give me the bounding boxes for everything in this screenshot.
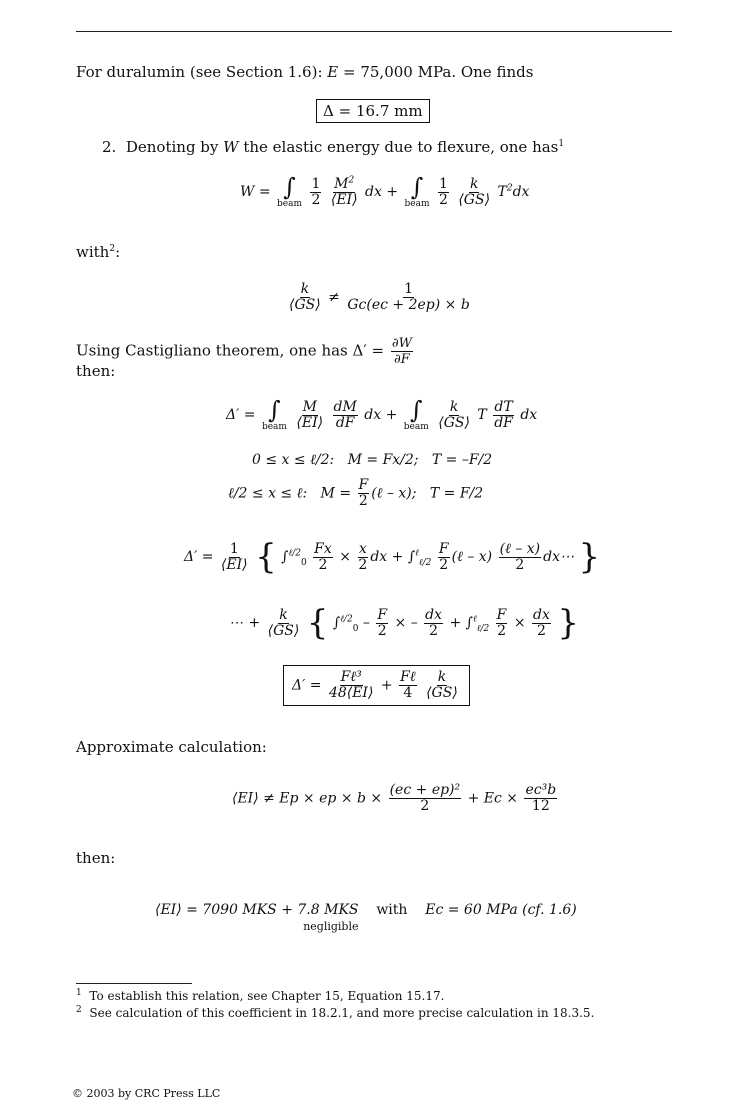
value: = 16.7 mm (338, 102, 423, 120)
lhs: ⟨EI⟩ = 7090 MKS + 7.8 MKS (155, 902, 359, 918)
lower-limit: 0 (300, 557, 307, 568)
text: : (115, 243, 121, 261)
equals: = (258, 184, 271, 200)
num: x (358, 540, 367, 557)
minus: – (362, 615, 370, 631)
num: k (469, 175, 479, 192)
condition-second-half (228, 478, 483, 509)
fraction (437, 400, 471, 431)
integral: ∫ beam (261, 396, 287, 432)
fraction (358, 478, 370, 509)
text: (ℓ – x); (371, 485, 417, 502)
t-squared (497, 184, 512, 200)
integral: ∫ beam (277, 173, 303, 209)
num: k (279, 606, 288, 623)
times: × – (394, 615, 418, 631)
dx: dx (370, 549, 388, 565)
equation-shear-coefficient (286, 282, 473, 313)
den: ⟨EI⟩ (330, 191, 358, 208)
var-e: E (327, 63, 339, 81)
den: ⟨EI⟩ (296, 414, 324, 431)
top-rule (76, 31, 672, 32)
num: F (438, 540, 449, 557)
text: the elastic energy due to flexure, one has (238, 138, 559, 156)
integral-limit: beam (404, 199, 430, 209)
torque: T = –F/2 (431, 452, 493, 468)
footnote-mark: 1 (76, 988, 82, 998)
integral: ∫ beam (404, 173, 430, 209)
num: (ec + ep)² (389, 782, 461, 798)
torque: T = F/2 (429, 485, 484, 502)
fraction (524, 783, 557, 814)
num: M (302, 398, 317, 415)
num: ec³b (525, 782, 557, 798)
var: Δ′ (226, 407, 240, 423)
den: 2 (537, 622, 546, 639)
equation-expansion-1 (184, 537, 601, 577)
fraction (425, 670, 459, 701)
times: × (339, 549, 351, 565)
num: 1 (229, 540, 239, 557)
range: ℓ/2 ≤ x ≤ ℓ: (228, 485, 308, 502)
var: W (240, 184, 255, 200)
term: (ℓ – x) (451, 549, 493, 565)
negligible-label: negligible (303, 920, 359, 933)
text: then: (76, 362, 116, 380)
den: 4 (403, 685, 413, 701)
moment: M = Fx/2; (347, 452, 419, 468)
den: ⟨EI⟩ (220, 556, 248, 573)
fraction (328, 670, 375, 701)
boxed-displacement-result (316, 99, 430, 123)
upper-limit: ℓ/2 (340, 614, 353, 625)
fraction (295, 400, 324, 431)
num: dx (533, 606, 550, 623)
dx: dx (512, 184, 530, 200)
text: Using Castigliano theorem, one has Δ′ = (76, 341, 385, 360)
times: × (513, 615, 526, 631)
paragraph-item-2 (102, 138, 564, 156)
num: k (300, 281, 310, 297)
text: then: (76, 849, 116, 867)
den: 2 (429, 622, 439, 639)
text: Denoting by (125, 138, 224, 156)
equation-castigliano (226, 398, 537, 432)
condition-first-half (252, 452, 492, 469)
fraction (493, 400, 514, 431)
range: 0 ≤ x ≤ ℓ/2: (252, 452, 335, 468)
footnote-text: See calculation of this coefficient in 18.2.1, and more precise calculation in 18.3.5. (89, 1006, 595, 1020)
integral: ∫$^{\ell/2}_0$ (332, 614, 359, 634)
integral-limit: beam (261, 422, 287, 432)
den: dF (494, 414, 513, 431)
footnote-1 (76, 988, 444, 1004)
mid: + Ec × (467, 790, 519, 807)
den: ⟨GS⟩ (438, 414, 470, 431)
num: dT (494, 398, 513, 415)
var: M (334, 175, 349, 192)
dx: dx (365, 184, 382, 200)
lhs: Δ′ = (292, 677, 322, 694)
upper-limit: ℓ (415, 548, 419, 559)
equation-final-ei (155, 902, 577, 933)
den: 48⟨EI⟩ (328, 685, 374, 701)
text: = 75,000 MPa. One finds (338, 63, 534, 81)
lhs-group (155, 902, 359, 933)
upper-limit: ℓ/2 (288, 548, 301, 559)
num: dx (425, 606, 443, 623)
num: 1 (404, 281, 414, 297)
fraction (389, 783, 462, 814)
moment: M = (320, 485, 352, 502)
den: Gc(ec + 2ep) × b (347, 297, 470, 313)
text: with (76, 243, 110, 261)
den: 12 (531, 798, 550, 814)
fraction (532, 608, 551, 639)
num: F (358, 477, 369, 493)
dx: dx (364, 407, 382, 423)
plus: + (391, 549, 404, 565)
text: For duralumin (see Section 1.6): (76, 63, 328, 81)
var: T (477, 407, 487, 423)
footnote-2 (76, 1005, 594, 1021)
num: Fx (314, 540, 332, 557)
footnote-rule (76, 983, 192, 984)
num: dM (333, 398, 357, 415)
right-brace: } (578, 537, 601, 577)
fraction (438, 542, 450, 573)
fraction (330, 174, 359, 208)
right-brace: } (557, 603, 579, 643)
plus: + (380, 677, 393, 694)
delta-symbol: Δ (323, 102, 334, 120)
den: 2 (515, 556, 525, 573)
fraction (496, 608, 508, 639)
rhs: Ec = 60 MPa (cf. 1.6) (425, 902, 577, 918)
plus: + (449, 615, 462, 631)
integral-limit: beam (277, 199, 303, 209)
den: 2 (438, 191, 448, 208)
dx: dx (520, 407, 538, 423)
power: 2 (348, 174, 355, 185)
var-w: W (223, 138, 239, 156)
den: 2 (311, 191, 321, 208)
footnote-mark: 2 (76, 1005, 82, 1015)
lower-limit: ℓ/2 (418, 557, 432, 568)
fraction (313, 542, 333, 573)
continuation: ⋯ + (230, 615, 261, 631)
den: 2 (377, 622, 387, 639)
den: 2 (318, 556, 328, 573)
dx-continuation: dx⋯ (543, 549, 575, 565)
fraction (399, 670, 417, 701)
footnote-ref: 2 (109, 244, 116, 254)
num: 1 (438, 175, 448, 192)
integral-limit: beam (403, 422, 429, 432)
num: Fℓ³ (340, 669, 362, 685)
paragraph-duralumin (76, 63, 533, 81)
equation-expansion-2 (230, 603, 579, 643)
item-number: 2. (102, 138, 117, 156)
den: 2 (420, 798, 430, 814)
fraction (346, 282, 470, 313)
upper-limit: ℓ (472, 614, 477, 625)
num: 1 (311, 175, 321, 192)
footnote-ref: 1 (558, 139, 565, 149)
fraction (288, 282, 322, 313)
paragraph-with (76, 243, 120, 261)
equation-elastic-energy (240, 175, 529, 209)
with: with (376, 902, 408, 918)
fraction (424, 608, 443, 639)
fraction (438, 177, 449, 208)
integral: ∫ beam (403, 396, 429, 432)
fraction (220, 542, 249, 573)
den: ⟨GS⟩ (289, 297, 321, 313)
den: 2 (439, 556, 449, 573)
fraction (499, 542, 542, 573)
num (333, 174, 355, 193)
text: Approximate calculation: (76, 738, 267, 756)
left-brace: { (306, 603, 329, 643)
num: Fℓ (400, 669, 416, 685)
lower-limit: 0 (352, 623, 359, 634)
power: 2 (506, 183, 513, 194)
lhs: ⟨EI⟩ ≠ Ep × ep × b × (232, 790, 383, 807)
integral: ∫$^\ell_{\ell/2}$ (465, 614, 490, 634)
plus: + (386, 184, 399, 200)
num: F (377, 606, 388, 623)
fraction (391, 336, 413, 367)
num: (ℓ – x) (499, 540, 541, 557)
equals: = (243, 407, 256, 423)
left-brace: { (255, 537, 277, 577)
fraction (376, 608, 388, 639)
den: ⟨GS⟩ (426, 685, 458, 701)
lhs: Δ′ = (184, 549, 214, 565)
boxed-castigliano-result (283, 665, 470, 706)
paragraph-approximate (76, 738, 267, 756)
fraction (357, 542, 368, 573)
fraction (457, 177, 491, 208)
integral: ∫$^{\ell/2}_0$ (281, 548, 307, 568)
fraction (267, 608, 301, 639)
num: k (437, 669, 447, 685)
den: 2 (358, 493, 368, 509)
fraction (310, 177, 321, 208)
plus: + (385, 407, 398, 423)
paragraph-then-2 (76, 849, 115, 867)
den: ∂F (394, 352, 410, 367)
den: dF (335, 414, 355, 431)
copyright-notice: © 2003 by CRC Press LLC (72, 1087, 221, 1100)
den: 2 (358, 556, 368, 573)
den: 2 (497, 622, 506, 639)
den: ⟨GS⟩ (458, 191, 491, 208)
lower-limit: ℓ/2 (476, 623, 490, 634)
fraction (333, 400, 358, 431)
den: ⟨GS⟩ (267, 622, 300, 639)
paragraph-then (76, 362, 115, 380)
var: T (497, 184, 507, 200)
integral: ∫$^\ell_{\ell/2}$ (407, 548, 432, 568)
equation-bending-stiffness (232, 783, 559, 814)
num: k (449, 398, 459, 415)
num: F (496, 606, 507, 623)
footnote-text: To establish this relation, see Chapter 15, Equation 15.17. (89, 989, 445, 1003)
approx: ≠ (328, 289, 340, 306)
num: ∂W (391, 336, 412, 351)
paragraph-castigliano (76, 336, 415, 367)
